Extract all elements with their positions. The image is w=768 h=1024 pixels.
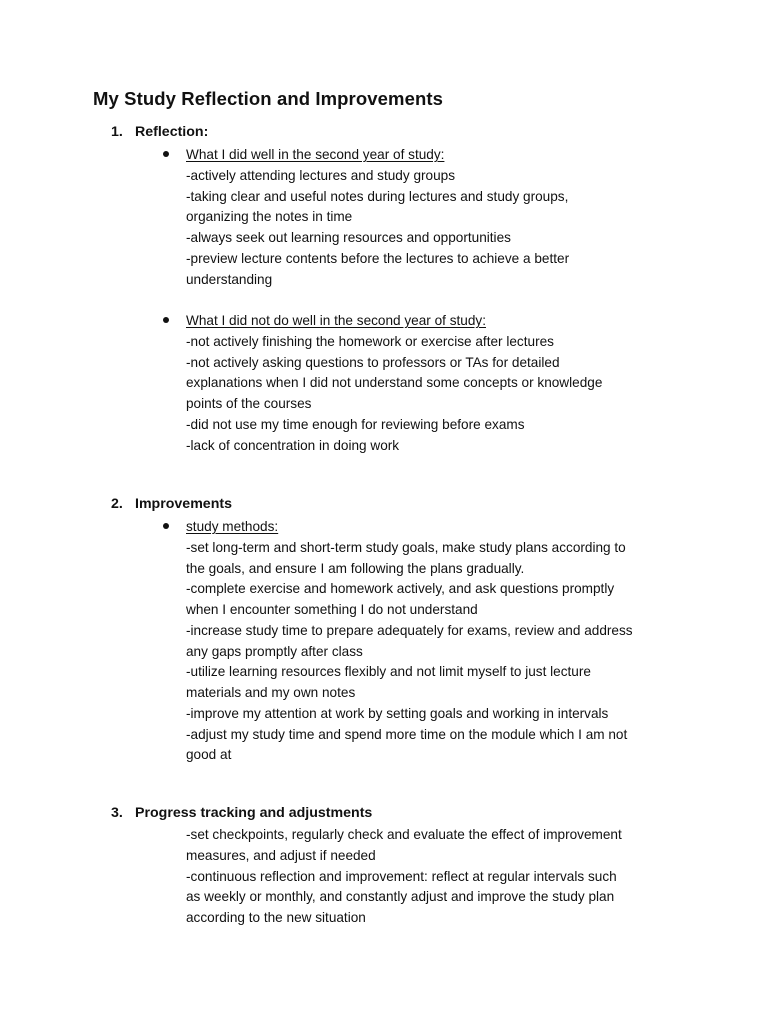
section-progress-heading [111,805,372,821]
text-line: -actively attending lectures and study groups [186,167,456,183]
text-line: explanations when I did not understand some concepts or knowledge [186,375,603,391]
text-line: -did not use my time enough for reviewing before exams [186,416,525,432]
text-line: materials and my own notes [186,685,356,700]
section-number: 3. [111,805,123,821]
text-line: when I encounter something I do not understand [186,602,478,617]
text-line: points of the courses [186,396,312,411]
bullet-dot-icon [163,317,169,323]
text-line: -set long-term and short-term study goals, make study plans according to [186,539,626,555]
text-line: organizing the notes in time [186,209,353,225]
text-line: -always seek out learning resources and opportunities [186,230,511,245]
text-line: as weekly or monthly, and constantly adjust and improve the study plan [186,889,615,905]
text-line: -complete exercise and homework actively, and ask questions promptly [186,581,615,597]
section-number: 2. [111,496,123,512]
section-number: 1. [111,124,123,140]
text-line: -not actively finishing the homework or exercise after lectures [186,333,554,349]
section-improvements-heading [111,496,232,512]
text-line: -improve my attention at work by setting goals and working in intervals [186,705,609,721]
text-line: -adjust my study time and spend more time on the module which I am not [186,726,628,742]
bullet-lines [186,311,686,456]
text-line: -utilize learning resources flexibly and not limit myself to just lecture [186,664,591,680]
text-line: good at [186,747,232,763]
bullet-dot-icon [163,151,169,157]
text-line: -taking clear and useful notes during lectures and study groups, [186,188,569,204]
bullet-lines [186,145,686,290]
bullet-lines [186,825,686,929]
text-line: -increase study time to prepare adequately for exams, review and address [186,622,633,638]
section-reflection-heading [111,124,208,140]
bullet-dot-icon [163,523,169,529]
section-heading-text: Reflection: [135,124,209,140]
bullet-subheading: What I did not do well in the second year of study: [186,313,486,328]
text-line: measures, and adjust if needed [186,847,376,863]
page-title: My Study Reflection and Improvements [93,88,444,109]
text-line: -continuous reflection and improvement: reflect at regular intervals such [186,868,617,884]
text-line: the goals, and ensure I am following the plans gradually. [186,560,525,576]
bullet-lines [186,517,686,766]
text-line: -not actively asking questions to professors or TAs for detailed [186,354,560,370]
text-line: any gaps promptly after class [186,643,363,659]
text-line: -preview lecture contents before the lectures to achieve a better [186,250,570,266]
bullet-subheading: study methods: [186,519,279,534]
section-heading-text: Progress tracking and adjustments [135,805,373,821]
section-heading-text: Improvements [135,496,232,512]
bullet-subheading: What I did well in the second year of study: [186,147,445,162]
text-line: -lack of concentration in doing work [186,437,400,453]
text-line: according to the new situation [186,910,366,925]
text-line: -set checkpoints, regularly check and evaluate the effect of improvement [186,827,622,842]
text-line: understanding [186,271,273,287]
